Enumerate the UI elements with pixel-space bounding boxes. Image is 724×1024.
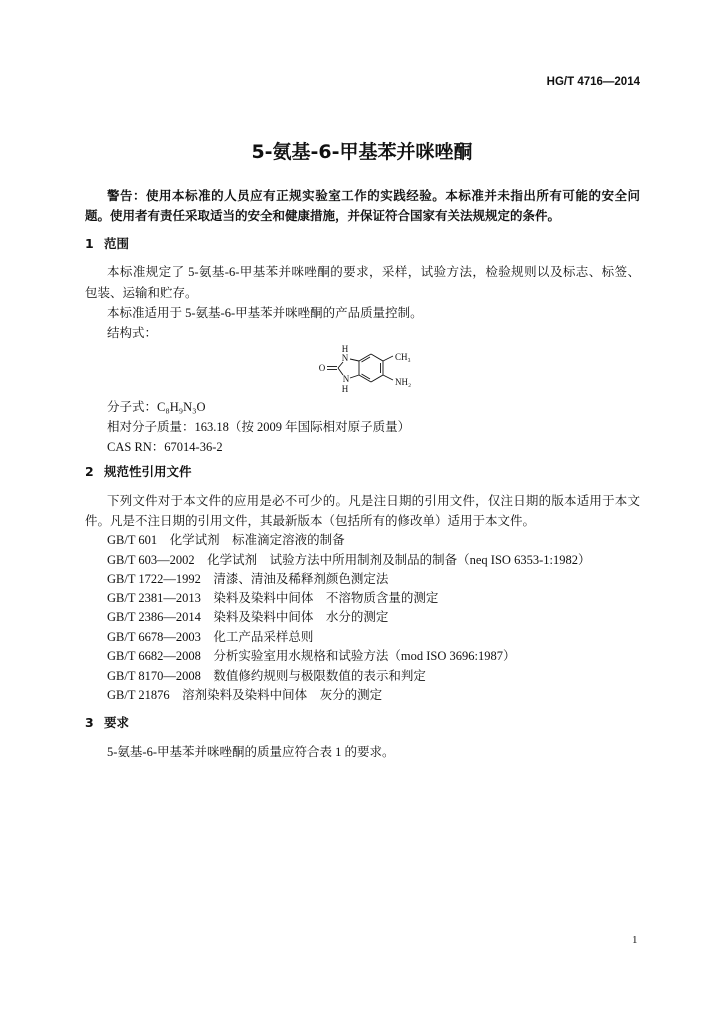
section-number: 2	[85, 464, 94, 479]
section-number: 3	[85, 715, 94, 730]
reference-item: GB/T 8170—2008 数值修约规则与极限数值的表示和判定	[107, 669, 426, 683]
standard-number: HG/T 4716—2014	[546, 76, 640, 88]
atom-label-n: N	[341, 353, 349, 363]
bond	[371, 354, 383, 361]
paragraph-line: 5-氨基-6-甲基苯并咪唑酮的质量应符合表 1 的要求。	[107, 745, 395, 759]
molecular-formula: 分子式：C₈H₉N₃O	[107, 400, 206, 414]
bond	[362, 357, 371, 362]
bond	[350, 359, 359, 361]
reference-item: GB/T 21876 溶剂染料及染料中间体 灰分的测定	[107, 688, 383, 702]
reference-item: GB/T 6682—2008 分析实验室用水规格和试验方法（mod ISO 3696:1987）	[107, 649, 516, 663]
structure-label: 结构式：	[107, 326, 158, 340]
warning-line: 题。使用者有责任采取适当的安全和健康措施，并保证符合国家有关法规规定的条件。	[85, 208, 561, 223]
paragraph-line: 件。凡是不注日期的引用文件，其最新版本（包括所有的修改单）适用于本文件。	[85, 514, 536, 528]
atom-label-o: O	[318, 363, 326, 373]
document-title: 5-氨基-6-甲基苯并咪唑酮	[251, 141, 473, 163]
atom-label-h: H	[341, 344, 349, 354]
molecular-mass: 相对分子质量：163.18（按 2009 年国际相对原子质量）	[107, 420, 411, 434]
section-title: 范围	[104, 236, 130, 251]
reference-item: GB/T 601 化学试剂 标准滴定溶液的制备	[107, 533, 345, 547]
reference-item: GB/T 2386—2014 染料及染料中间体 水分的测定	[107, 610, 389, 624]
bond	[350, 375, 359, 378]
atom-label-n: N	[342, 374, 350, 384]
bond	[383, 375, 393, 380]
paragraph-line: 本标准规定了 5-氨基-6-甲基苯并咪唑酮的要求，采样，试验方法，检验规则以及标志、标签、	[107, 265, 640, 279]
warning-line: 警告：使用本标准的人员应有正规实验室工作的实践经验。本标准并未指出所有可能的安全问	[107, 188, 640, 203]
methyl-label: CH₃	[395, 352, 411, 362]
reference-item: GB/T 6678—2003 化工产品采样总则	[107, 630, 314, 644]
reference-item: GB/T 603—2002 化学试剂 试验方法中所用制剂及制品的制备（neq ISO 6353-1:1982）	[107, 553, 591, 567]
amino-label: NH₂	[395, 377, 412, 387]
paragraph-line: 包装、运输和贮存。	[85, 286, 198, 300]
bond	[371, 375, 383, 382]
structural-formula	[310, 340, 420, 396]
section-title: 要求	[104, 715, 130, 730]
section-title: 规范性引用文件	[104, 464, 192, 479]
cas-number: CAS RN：67014-36-2	[107, 440, 223, 454]
section-number: 1	[85, 236, 94, 251]
bond	[362, 374, 371, 379]
atom-label-h: H	[341, 384, 349, 394]
page-number: 1	[632, 934, 638, 946]
paragraph-line: 下列文件对于本文件的应用是必不可少的。凡是注日期的引用文件，仅注日期的版本适用于本文	[107, 494, 640, 508]
bond	[383, 356, 393, 361]
reference-item: GB/T 2381—2013 染料及染料中间体 不溶物质含量的测定	[107, 591, 439, 605]
reference-item: GB/T 1722—1992 清漆、清油及稀释剂颜色测定法	[107, 572, 389, 586]
paragraph-line: 本标准适用于 5-氨基-6-甲基苯并咪唑酮的产品质量控制。	[107, 306, 423, 320]
